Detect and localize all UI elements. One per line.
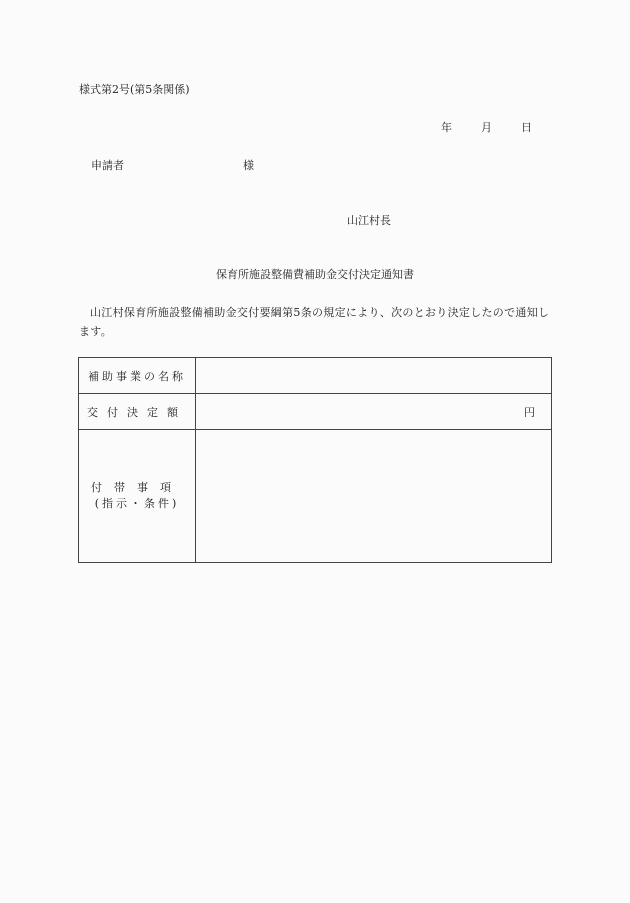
table-row bbox=[79, 358, 552, 394]
date-day: 日 bbox=[521, 121, 532, 134]
document-title: 保育所施設整備費補助金交付決定通知書 bbox=[216, 268, 414, 281]
form-number: 様式第2号(第5条関係) bbox=[79, 83, 190, 96]
conditions-label bbox=[79, 430, 196, 563]
table-row bbox=[79, 394, 552, 430]
applicant-label: 申請者 bbox=[91, 159, 124, 172]
detail-table bbox=[78, 357, 552, 563]
project-name-value bbox=[196, 358, 552, 394]
conditions-label-line2: (指示・条件) bbox=[94, 497, 180, 510]
grant-amount-label: 交付決定額 bbox=[79, 394, 196, 430]
date-month: 月 bbox=[481, 121, 492, 134]
date-line bbox=[441, 119, 532, 135]
issuer-name: 山江村長 bbox=[347, 214, 391, 227]
honorific: 様 bbox=[243, 159, 254, 172]
body-text: 山江村保育所施設整備補助金交付要綱第5条の規定により、次のとおり決定したので通知します。 bbox=[79, 306, 550, 338]
conditions-value bbox=[196, 430, 552, 563]
date-year: 年 bbox=[441, 121, 452, 134]
grant-amount-unit: 円 bbox=[196, 394, 552, 430]
conditions-label-line1: 付帯事項 bbox=[91, 481, 183, 494]
table-row bbox=[79, 430, 552, 563]
project-name-label: 補助事業の名称 bbox=[79, 358, 196, 394]
